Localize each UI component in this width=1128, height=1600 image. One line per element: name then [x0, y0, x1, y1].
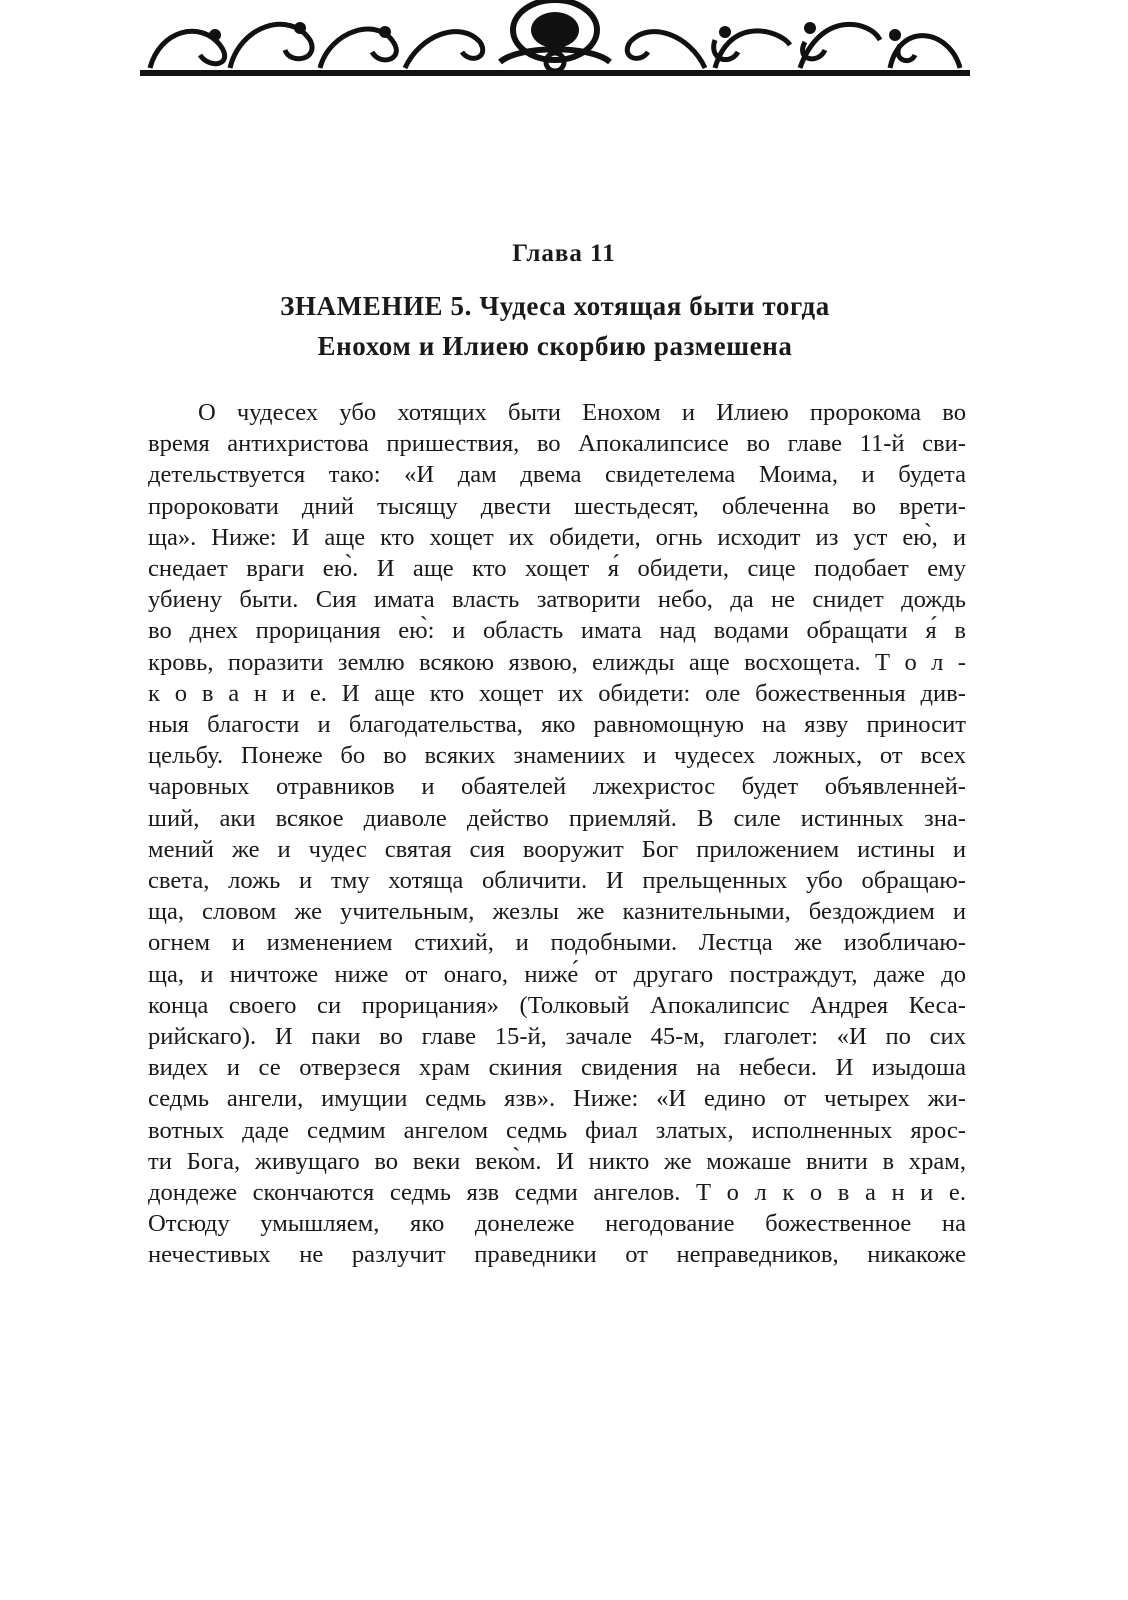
text-line: пророковати дний тысящу двести шестьдесят, облеченна во врети-: [148, 492, 966, 520]
text-line: кровь, поразити землю всякою язвою, елижды аще восхощета. Т о л -: [148, 648, 966, 676]
text-line: седмь ангели, имущии седмь язв». Ниже: «И едино от четырех жи-: [148, 1085, 966, 1113]
chapter-heading: Глава 11: [512, 240, 616, 267]
text-line: убиену быти. Сия имата власть затворити небо, да не снидет дождь: [148, 586, 966, 614]
text-line: огнем и изменением стихий, и подобными. Лестца же изобличаю-: [148, 929, 966, 957]
chapter-title-line: ЗНАМЕНИЕ 5. Чудеса хотящая быти тогда: [280, 291, 830, 321]
text-line: ща, словом же учительным, жезлы же казнительными, бездождием и: [148, 898, 966, 926]
text-line: О чудесех убо хотящих быти Енохом и Илиею пророкома во: [198, 399, 966, 426]
text-line: ща». Ниже: И аще кто хощет их обидети, огнь исходит из уст ею̀, и: [148, 523, 966, 551]
text-line: дондеже скончаются седмь язв седми ангелов. Т о л к о в а н и е.: [148, 1179, 966, 1207]
body-paragraph: [148, 397, 966, 1271]
decorative-floral-ornament: [140, 0, 970, 84]
text-line: видех и се отверзеся храм скиния свидения на небеси. И изыдоша: [148, 1054, 966, 1082]
text-line: снедает враги ею̀. И аще кто хощет я́ обидети, сице подобает ему: [148, 555, 966, 583]
text-line: конца своего си прорицания» (Толковый Апокалипсис Андрея Кеса-: [148, 991, 966, 1019]
text-line: вотных даде седмим ангелом седмь фиал златых, исполненных ярос-: [148, 1116, 966, 1144]
text-line: к о в а н и е. И аще кто хощет их обидети: оле божественныя див-: [148, 679, 966, 707]
text-line: чаровных отравников и обаятелей лжехристос будет объявленней-: [148, 773, 966, 801]
text-line: ныя благости и благодательства, яко равномощную на язву приносит: [148, 711, 966, 739]
text-line: нечестивых не разлучит праведники от неправедников, никакоже: [148, 1241, 966, 1269]
text-line: света, ложь и тму хотяща обличити. И прельщенных убо обращаю-: [148, 867, 966, 895]
text-line: во днех прорицания ею̀: и область имата над водами обращати я́ в: [148, 617, 966, 645]
chapter-title-line: Енохом и Илиею скорбию размешена: [317, 331, 793, 361]
text-line: ти Бога, живущаго во веки веко̀м. И никто же можаше внити в храм,: [148, 1147, 966, 1175]
text-line: ща, и ничтоже ниже от онаго, ниже́ от другаго пострaждут, даже до: [148, 960, 966, 988]
text-line: Отсюду умышляем, яко донележе негодование божественное на: [148, 1210, 966, 1238]
text-line: время антихристова пришествия, во Апокалипсисе во главе 11-й сви-: [148, 430, 966, 458]
text-line: ший, аки всякое диаволе действо приемляй. В силе истинных зна-: [148, 804, 966, 832]
chapter-title: [140, 286, 970, 366]
text-line: рийскаго). И паки во главе 15-й, зачале 45-м, глаголет: «И по сих: [148, 1023, 966, 1051]
text-line: мений же и чудес святая сия вооружит Бог приложением истины и: [148, 835, 966, 863]
text-line: детельствуется тако: «И дам двема свидетелема Моима, и будета: [148, 461, 966, 489]
text-line: цельбу. Понеже бо во всяких знамениих и чудесех ложных, от всех: [148, 742, 966, 770]
